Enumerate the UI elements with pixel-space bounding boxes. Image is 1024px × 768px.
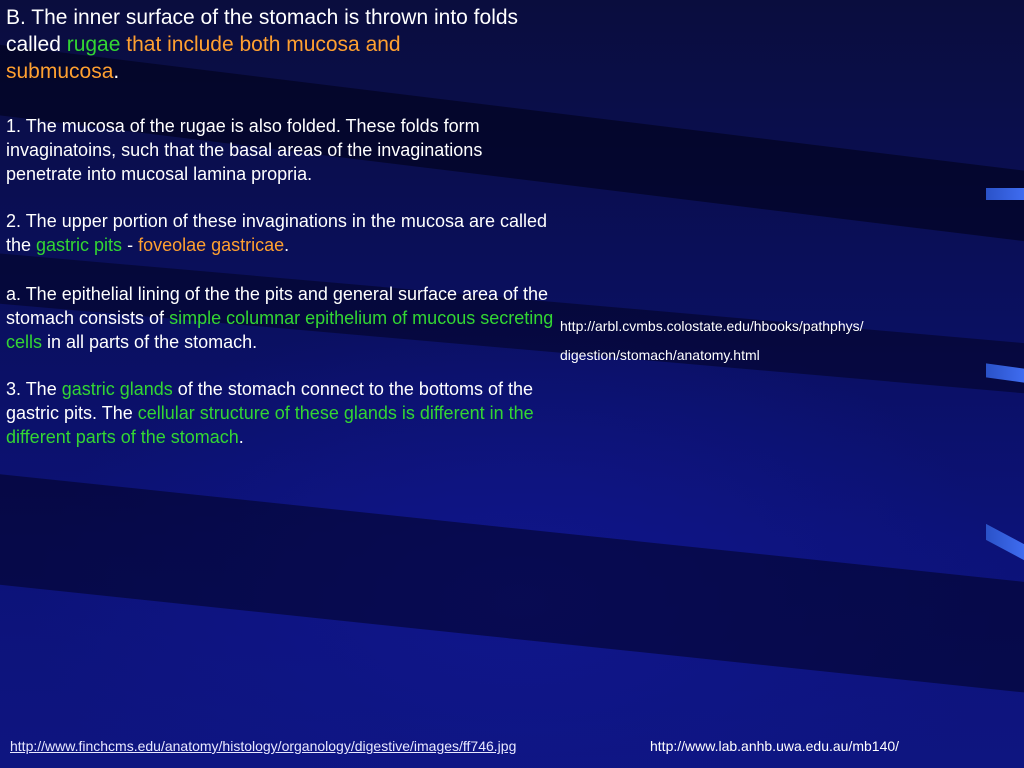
accent-bar [986,524,1024,560]
point-a-end: in all parts of the stomach. [42,332,258,352]
point-a-text: a. The epithelial lining of the the pits and general surface area of the stomach consists of [6,284,549,328]
point-2-dash: - [122,235,139,255]
point-1 [6,114,554,186]
url-uwa[interactable]: http://www.lab.anhb.uwa.edu.au/mb140/ [650,738,900,754]
url-colostate-line-1[interactable]: http://arbl.cvmbs.colostate.edu/hbooks/pathphys/ [560,318,864,334]
slide-heading [6,4,566,85]
point-3-term-gastric-glands: gastric glands [61,379,173,399]
url-colostate-line-2[interactable]: digestion/stomach/anatomy.html [560,347,760,363]
dark-streak [0,470,1024,705]
point-2 [6,209,566,257]
point-2-term-foveolae: foveolae gastricae [138,235,285,255]
heading-text: B. The inner surface of the stomach is thrown into folds called [6,6,519,56]
point-3 [6,377,566,449]
point-3-term-cellular-structure: cellular structure of these glands is different in the different parts of the stomach [6,403,534,447]
heading-text-end: . [113,60,120,83]
point-a-term-epithelium: simple columnar epithelium of mucous secreting cells [6,308,554,352]
url-finchcms-link[interactable]: http://www.finchcms.edu/anatomy/histology/organology/digestive/images/ff746.jpg [10,738,517,754]
point-3-end: . [238,427,244,447]
point-2-text: 2. The upper portion of these invaginations in the mucosa are called the [6,211,548,255]
accent-bar [986,188,1024,200]
heading-term-rugae: rugae [66,33,121,56]
point-2-end: . [284,235,290,255]
point-3-text: 3. The [6,379,62,399]
point-1-text: 1. The mucosa of the rugae is also folded. These folds form invaginatoins, such that the basal areas of the invaginations penetrate into mucosal lamina propria. [6,116,483,184]
point-2-term-gastric-pits: gastric pits [36,235,123,255]
point-a [6,282,561,354]
heading-text-highlight: that include both mucosa and [120,33,401,56]
heading-term-submucosa: submucosa [6,60,114,83]
point-3-text-mid: of the stomach connect to the bottoms of the gastric pits. The [6,379,533,423]
